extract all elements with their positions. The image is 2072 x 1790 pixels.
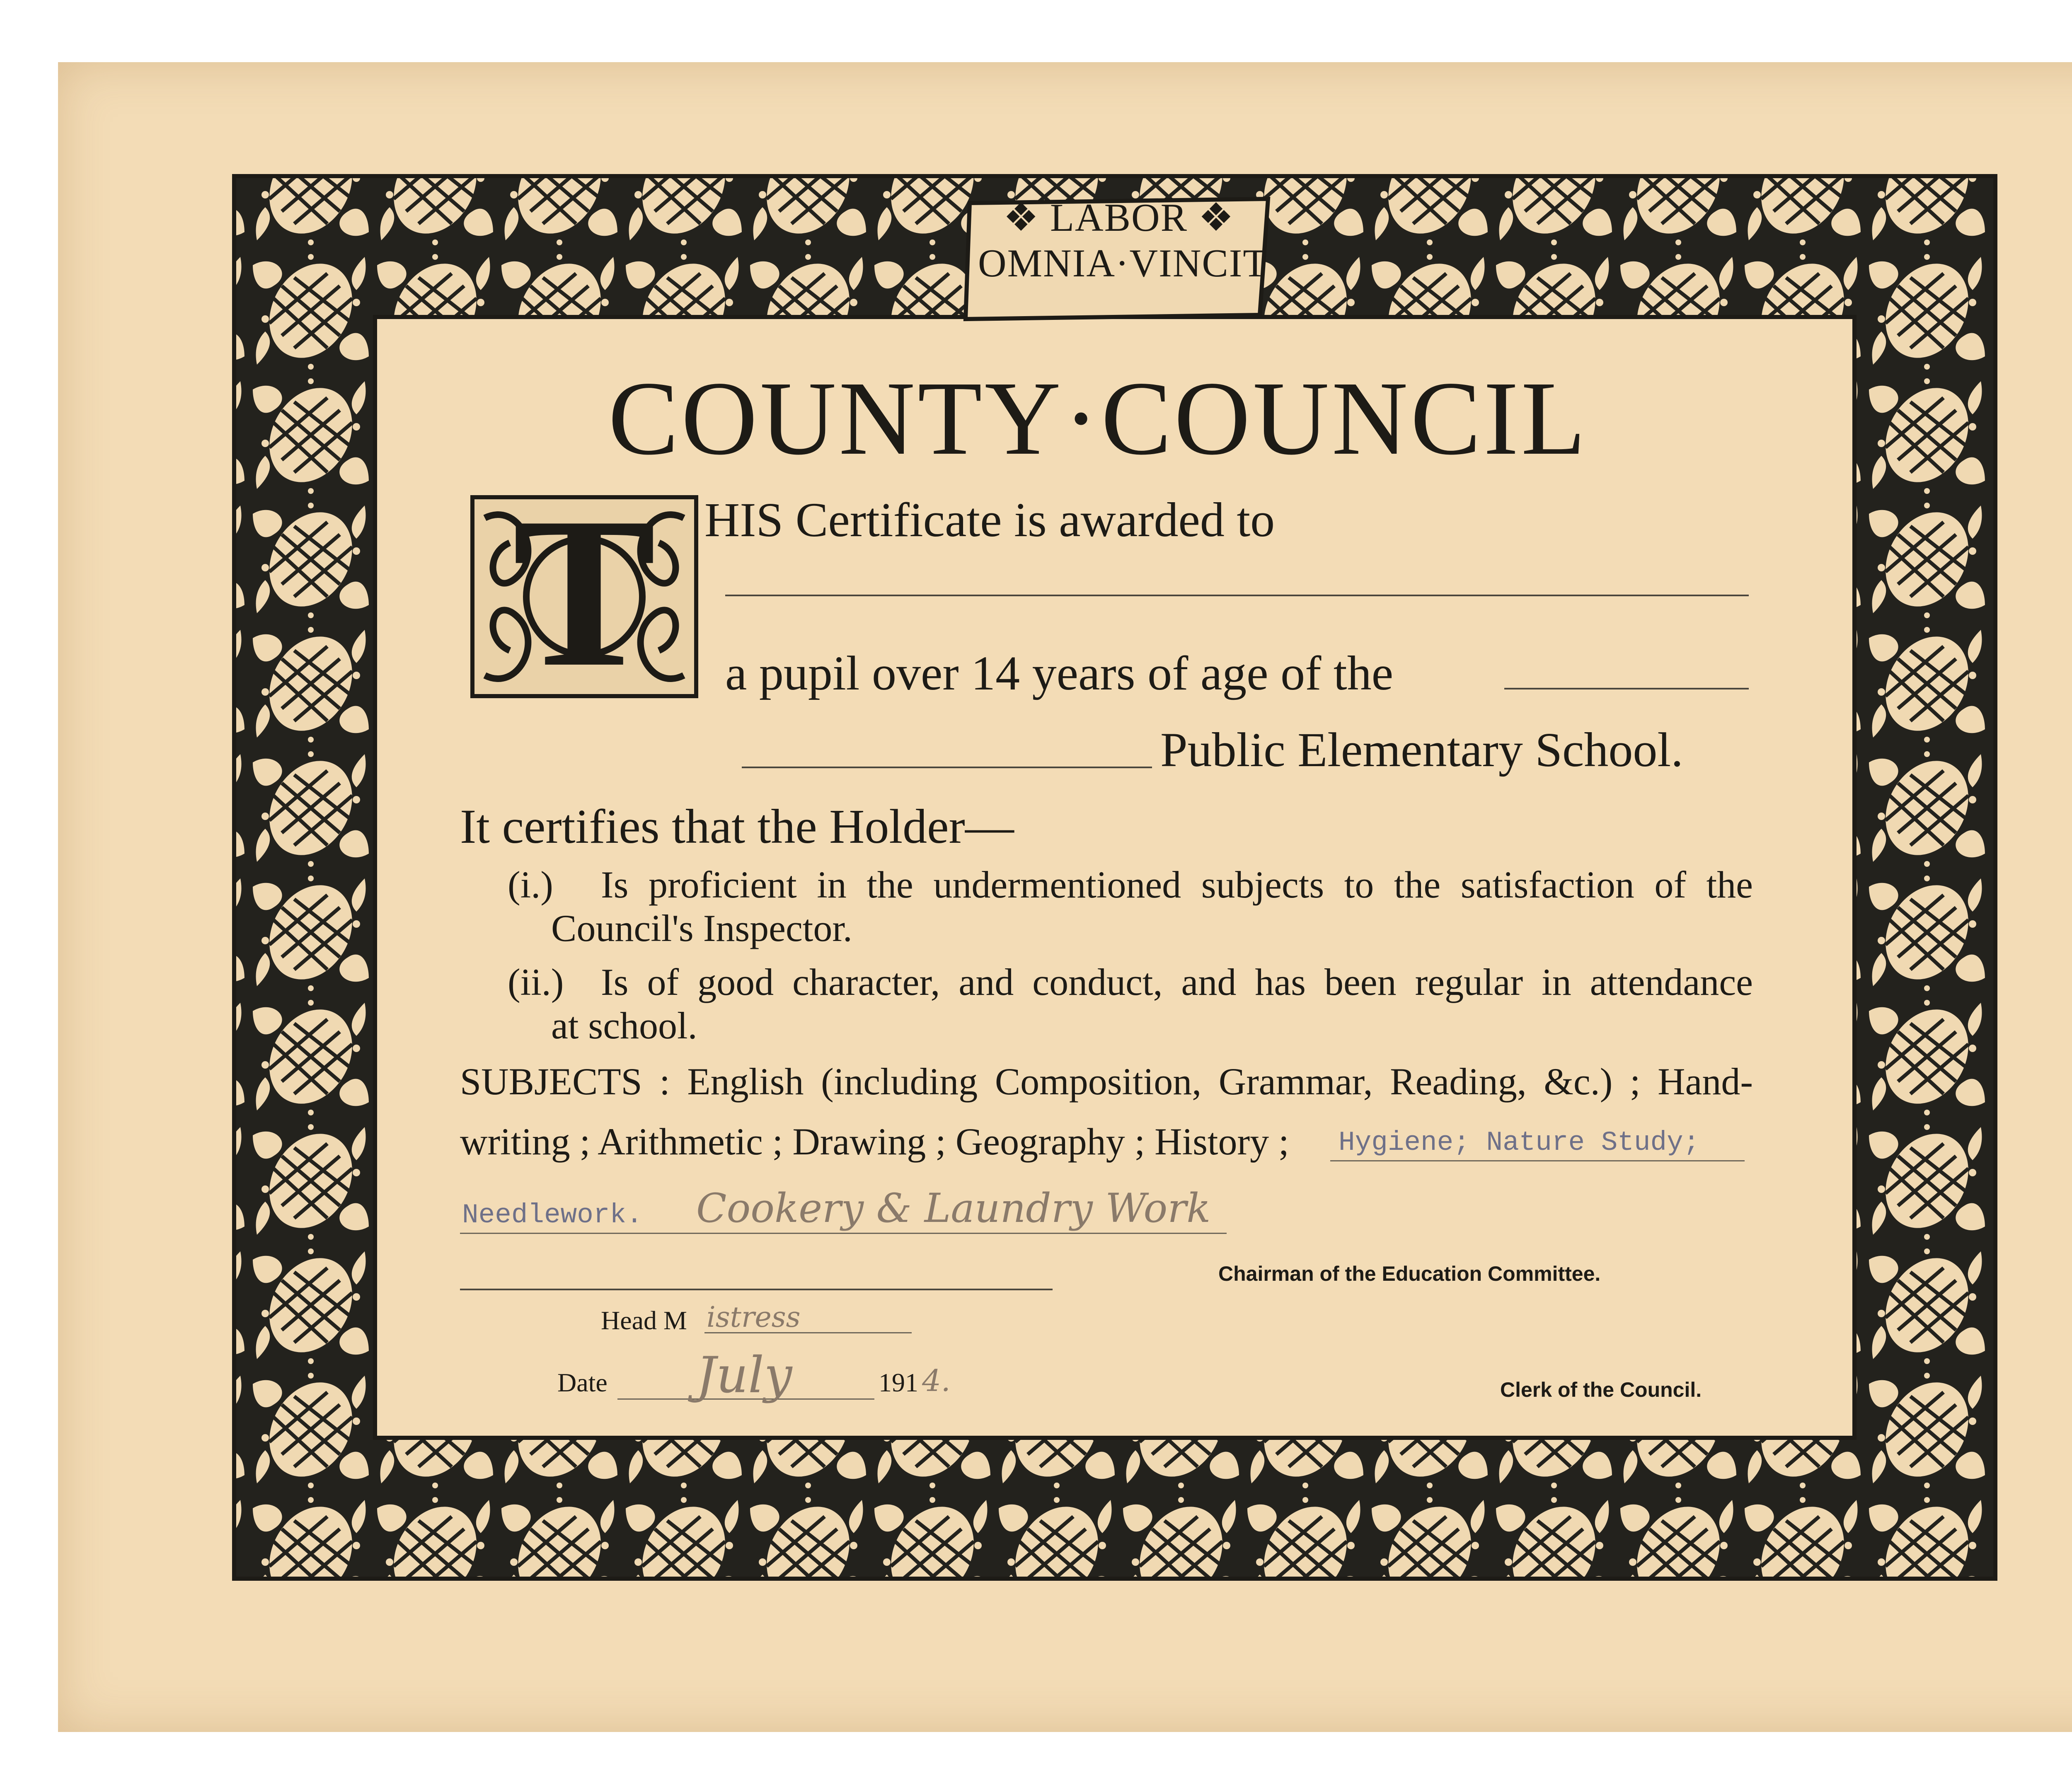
clerk-label: Clerk of the Council. [1500,1378,1702,1401]
page-title: COUNTY·COUNCIL [608,360,1588,477]
illuminated-initial [468,473,700,711]
item2-text-cont: at school. [551,1004,697,1047]
motto-line1: LABOR [1050,196,1188,239]
subjects-line2: writing ; Arithmetic ; Drawing ; Geography ; History ; [460,1120,1289,1163]
item2-text: Is of good character, and conduct, and has been regular in attendance [601,961,1753,1003]
motto-cartouche [978,195,1268,307]
motto-line2: OMNIA·VINCIT [978,241,1268,285]
pupil-line: a pupil over 14 years of age of the [725,646,1394,700]
name-rule [725,595,1749,596]
year-handwritten: 4. [922,1363,951,1398]
award-line: HIS Certificate is awarded to [704,493,1275,547]
subjects-rule-1 [1330,1160,1745,1161]
chairman-label: Chairman of the Education Committee. [1218,1262,1601,1285]
head-rule [704,1332,912,1333]
handwritten-subjects: Cookery & Laundry Work [696,1185,1211,1231]
year-printed: 191 [879,1368,918,1397]
initial-letter: T [512,473,656,711]
typed-subjects-line2: Hygiene; Nature Study; [1339,1127,1700,1158]
subjects-rule-2 [460,1233,1227,1234]
ornament-right-icon: ❖ [1187,196,1234,239]
typed-subjects-line3: Needlework. [462,1200,643,1231]
chairman-signature-rule [460,1289,1053,1290]
item1-number: (i.) [508,864,553,906]
date-handwritten: July [696,1347,792,1404]
subjects-line1: SUBJECTS : English (including Composition, Grammar, Reading, &c.) ; Hand- [460,1060,1753,1103]
item1-text-cont: Council's Inspector. [551,907,852,949]
item2-number: (ii.) [508,961,564,1003]
ornament-left-icon: ❖ [1003,196,1050,239]
certifies-heading: It certifies that the Holder— [460,799,1014,854]
school-line: Public Elementary School. [1160,723,1683,777]
school-rule-1 [1504,688,1749,689]
item1-text: Is proficient in the undermentioned subjects to the satisfaction of the [601,864,1753,906]
head-label: Head M [601,1306,687,1335]
school-rule-2 [742,767,1152,768]
head-handwritten: istress [707,1301,801,1334]
date-label: Date [557,1368,608,1397]
